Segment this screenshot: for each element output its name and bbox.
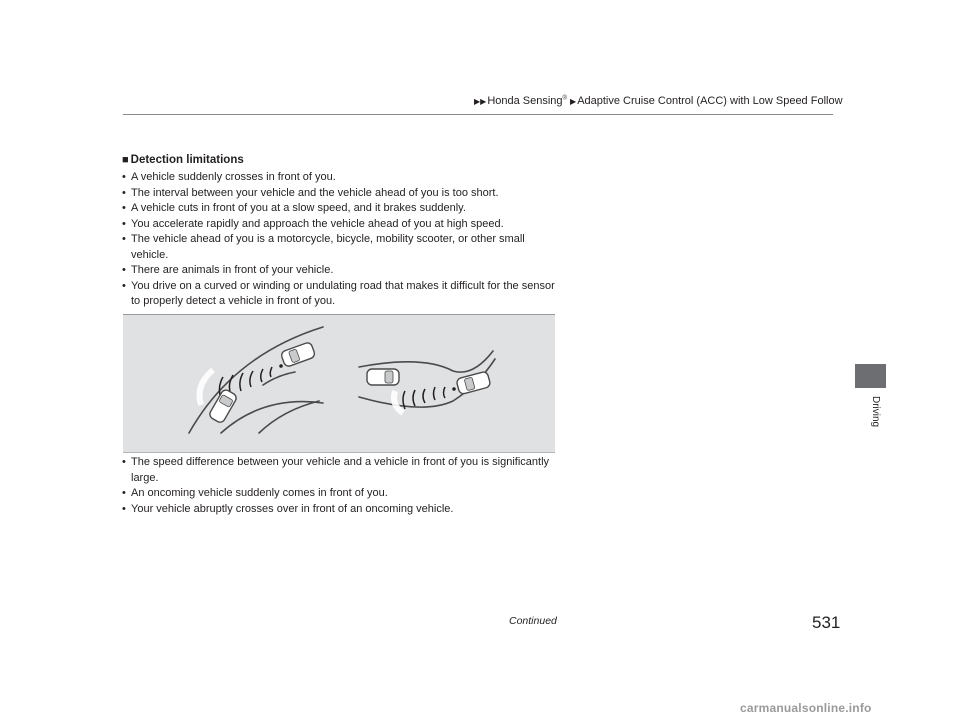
list-item: • There are animals in front of your vehicle. [122,263,562,279]
illustration-svg [123,315,555,452]
car-ahead-right-icon [367,369,399,385]
breadcrumb-part-2: Adaptive Cruise Control (ACC) with Low Speed Follow [577,95,843,107]
illustration-curved-road-detection [123,314,555,453]
breadcrumb-part-1: Honda Sensing [487,95,563,107]
sensor-waves-right [403,387,455,409]
list-item: • The interval between your vehicle and the vehicle ahead of you is too short. [122,186,562,202]
double-arrow-icon: ▶▶ [474,97,487,106]
square-bullet-icon: ■ [122,154,129,166]
watermark: carmanualsonline.info [740,701,872,715]
sensor-arc-right [394,391,403,413]
list-item: • An oncoming vehicle suddenly comes in front of you. [122,486,562,502]
list-item: • You accelerate rapidly and approach the vehicle ahead of you at high speed. [122,217,562,233]
own-car-left-icon [208,388,238,424]
list-item: • You drive on a curved or winding or undulating road that makes it difficult for the sensor to properly detect a vehicle in front of you. [122,279,562,310]
list-item: • A vehicle suddenly crosses in front of you. [122,170,562,186]
list-item: • Your vehicle abruptly crosses over in front of an oncoming vehicle. [122,502,562,518]
bullet-list-bottom [122,455,562,517]
road-lines-left [189,327,323,433]
header-divider [123,114,833,115]
main-content [122,153,562,310]
section-tab [855,364,886,388]
own-car-right-icon [456,371,491,395]
secondary-content [122,455,562,517]
registered-mark: ® [562,95,567,102]
page-number: 531 [812,613,841,632]
arrow-icon: ▶ [570,97,577,106]
breadcrumb [474,95,843,107]
list-item: • The speed difference between your vehicle and a vehicle in front of you is significantly large. [122,455,562,486]
list-item: • The vehicle ahead of you is a motorcycle, bicycle, mobility scooter, or other small vehicle. [122,232,562,263]
section-label: Driving [870,396,881,428]
section-heading-text: Detection limitations [130,154,244,166]
section-heading [122,153,562,168]
car-ahead-left-icon [280,342,316,368]
bullet-list-top [122,170,562,310]
list-item: • A vehicle cuts in front of you at a slow speed, and it brakes suddenly. [122,201,562,217]
continued-label: Continued [509,615,557,627]
